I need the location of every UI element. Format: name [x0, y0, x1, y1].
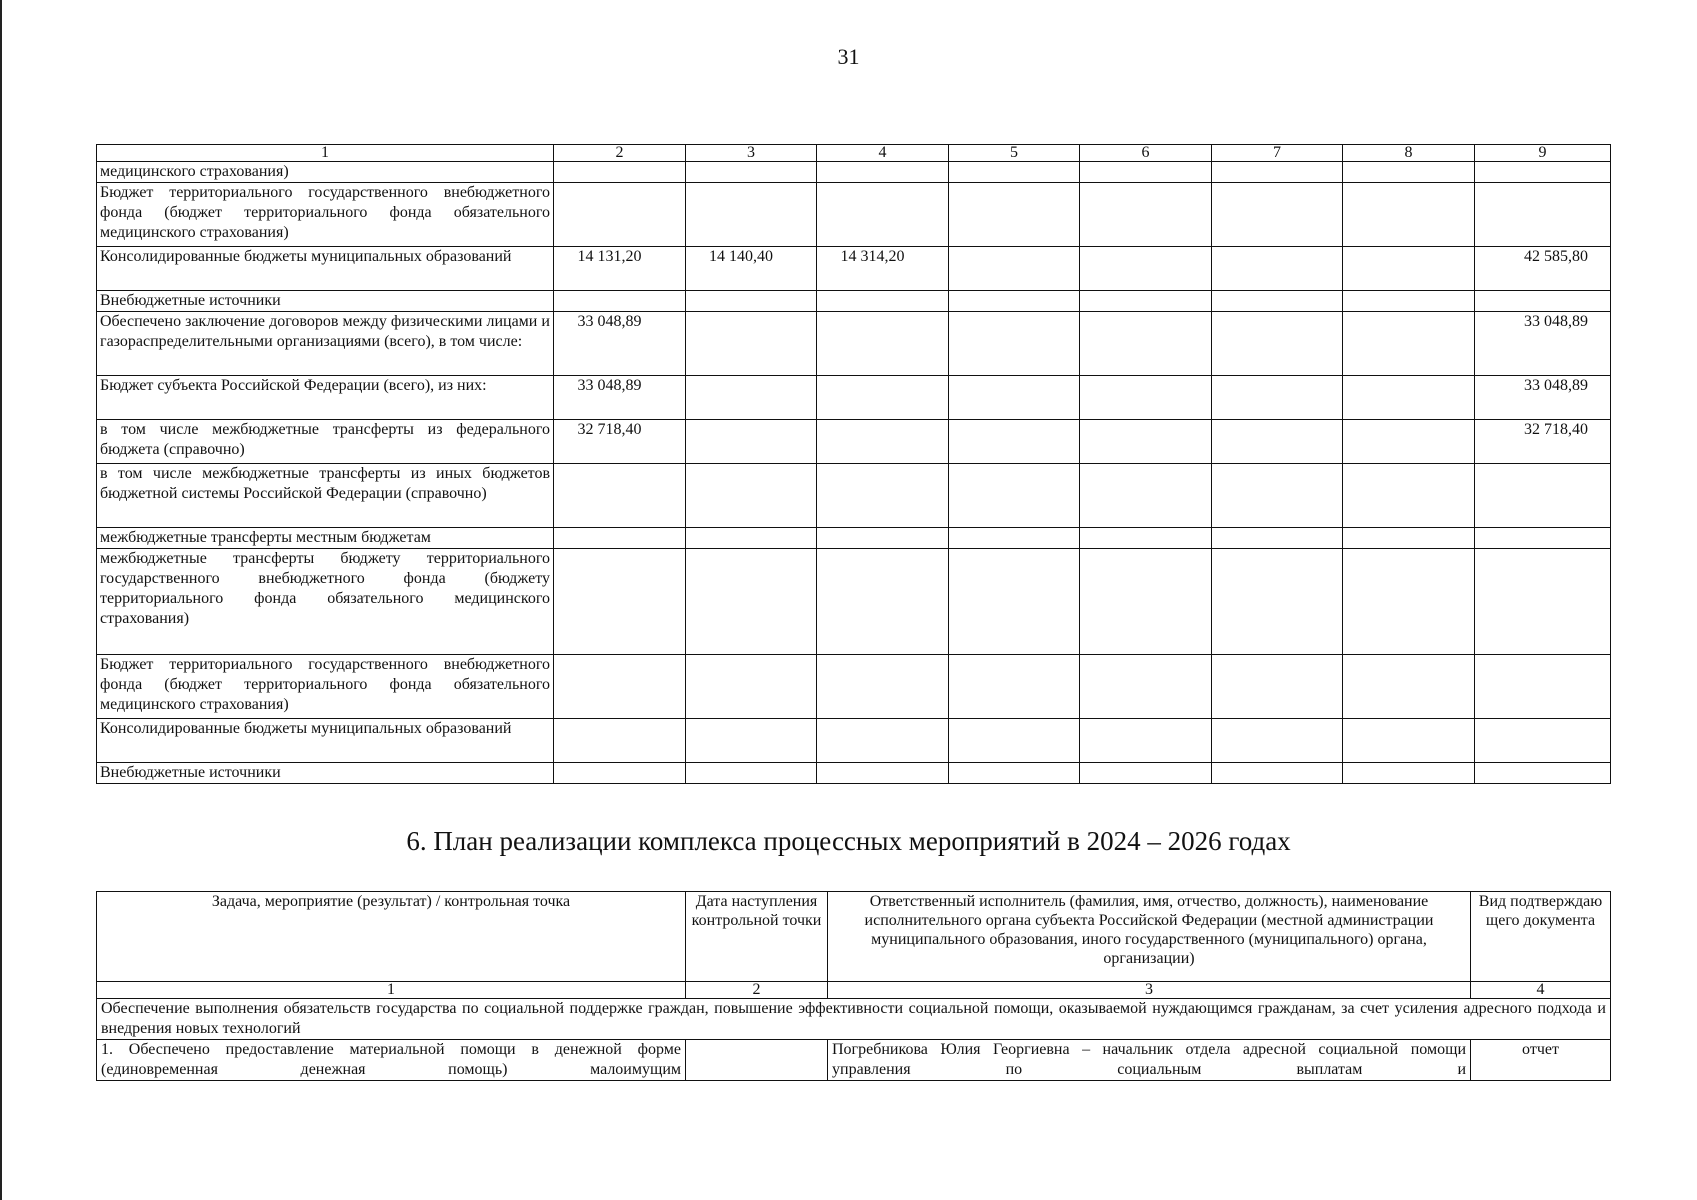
funding-value-cell: [686, 464, 817, 528]
plan-column-numbers-row: [97, 982, 1611, 999]
funding-value-cell: [1080, 183, 1212, 247]
funding-value-cell: [949, 376, 1080, 420]
funding-value-cell: [1080, 420, 1212, 464]
funding-value-cell: [1343, 376, 1475, 420]
funding-row: [97, 376, 1611, 420]
funding-value-cell: [1080, 763, 1212, 784]
plan-task-row: [97, 999, 1611, 1040]
funding-row: [97, 312, 1611, 376]
funding-value-cell: [1080, 376, 1212, 420]
funding-value-cell: [1212, 719, 1343, 763]
funding-col-number: 6: [1080, 145, 1212, 162]
funding-value-cell: [1212, 420, 1343, 464]
funding-value-cell: [1080, 312, 1212, 376]
funding-value-cell: [1343, 183, 1475, 247]
funding-row-label: Внебюджетные источники: [97, 291, 554, 312]
funding-row: [97, 763, 1611, 784]
funding-value-cell: 42 585,80: [1475, 247, 1611, 291]
funding-value-cell: [1343, 464, 1475, 528]
funding-row-label: Обеспечено заключение договоров между физическими лицами и газораспределительными организациями (всего), в том числе:: [97, 312, 554, 376]
funding-value-cell: [1475, 464, 1611, 528]
item-responsible: Погребникова Юлия Георгиевна – начальник отдела адресной социальной помощи управления по социальным выплатам и: [828, 1040, 1471, 1081]
funding-value-cell: [686, 291, 817, 312]
funding-value-cell: [1475, 763, 1611, 784]
funding-value-cell: [817, 464, 949, 528]
funding-value-cell: [554, 291, 686, 312]
item-document: отчет: [1471, 1040, 1611, 1081]
funding-col-number: 4: [817, 145, 949, 162]
funding-value-cell: [1343, 763, 1475, 784]
funding-col-number: 1: [97, 145, 554, 162]
funding-value-cell: [817, 763, 949, 784]
plan-header-row: [97, 892, 1611, 982]
funding-value-cell: [949, 312, 1080, 376]
funding-value-cell: [1080, 464, 1212, 528]
funding-value-cell: [1212, 247, 1343, 291]
funding-value-cell: [949, 420, 1080, 464]
funding-row: [97, 183, 1611, 247]
funding-value-cell: [1080, 655, 1212, 719]
plan-col-number: 1: [97, 982, 686, 999]
funding-value-cell: [949, 464, 1080, 528]
funding-table: [96, 144, 1611, 784]
funding-value-cell: [686, 549, 817, 655]
funding-value-cell: [686, 420, 817, 464]
funding-row: [97, 719, 1611, 763]
funding-value-cell: [686, 528, 817, 549]
funding-value-cell: [1212, 162, 1343, 183]
funding-value-cell: [817, 655, 949, 719]
funding-value-cell: [686, 719, 817, 763]
funding-value-cell: [1475, 183, 1611, 247]
funding-value-cell: [949, 183, 1080, 247]
funding-row: [97, 420, 1611, 464]
funding-value-cell: [949, 247, 1080, 291]
funding-row-label: межбюджетные трансферты бюджету территориального государственного внебюджетного фонда (бюджету территориального фонда обязательного медицинского страхования): [97, 549, 554, 655]
funding-value-cell: [1343, 549, 1475, 655]
header-responsible: Ответственный исполнитель (фамилия, имя, отчество, должность), наименование исполнительного органа субъекта Российской Федерации (местной администрации муниципального образования, иного государственного (муниципального) органа, организации): [828, 892, 1471, 982]
funding-value-cell: [554, 162, 686, 183]
funding-value-cell: [1475, 528, 1611, 549]
funding-value-cell: [1212, 376, 1343, 420]
funding-value-cell: [1343, 247, 1475, 291]
funding-value-cell: [1343, 420, 1475, 464]
funding-value-cell: [554, 464, 686, 528]
funding-column-numbers-row: [97, 145, 1611, 162]
funding-value-cell: [817, 312, 949, 376]
funding-value-cell: 32 718,40: [554, 420, 686, 464]
funding-col-number: 8: [1343, 145, 1475, 162]
funding-value-cell: 14 131,20: [554, 247, 686, 291]
funding-col-number: 3: [686, 145, 817, 162]
funding-value-cell: [554, 528, 686, 549]
funding-value-cell: [1080, 162, 1212, 183]
funding-value-cell: [1475, 549, 1611, 655]
funding-value-cell: [1080, 528, 1212, 549]
page-number: 31: [837, 44, 860, 69]
funding-value-cell: [554, 763, 686, 784]
funding-value-cell: [1212, 291, 1343, 312]
funding-value-cell: [1343, 719, 1475, 763]
funding-row-label: Бюджет субъекта Российской Федерации (всего), из них:: [97, 376, 554, 420]
plan-col-number: 2: [686, 982, 828, 999]
funding-row-label: Консолидированные бюджеты муниципальных образований: [97, 247, 554, 291]
funding-value-cell: [1080, 719, 1212, 763]
funding-value-cell: [1343, 528, 1475, 549]
funding-value-cell: [1212, 464, 1343, 528]
funding-value-cell: [1080, 549, 1212, 655]
funding-value-cell: [817, 420, 949, 464]
funding-row: [97, 549, 1611, 655]
funding-col-number: 7: [1212, 145, 1343, 162]
funding-value-cell: [1212, 183, 1343, 247]
funding-row-label: в том числе межбюджетные трансферты из иных бюджетов бюджетной системы Российской Федерации (справочно): [97, 464, 554, 528]
funding-row: [97, 464, 1611, 528]
funding-value-cell: [686, 655, 817, 719]
funding-row: [97, 528, 1611, 549]
funding-row-label: медицинского страхования): [97, 162, 554, 183]
funding-value-cell: [1475, 162, 1611, 183]
funding-value-cell: 33 048,89: [554, 312, 686, 376]
funding-value-cell: 32 718,40: [1475, 420, 1611, 464]
header-document: Вид подтверждающего документа: [1471, 892, 1611, 982]
funding-value-cell: [1343, 655, 1475, 719]
funding-value-cell: [817, 376, 949, 420]
funding-value-cell: 33 048,89: [1475, 376, 1611, 420]
plan-col-number: 4: [1471, 982, 1611, 999]
funding-row-label: межбюджетные трансферты местным бюджетам: [97, 528, 554, 549]
funding-row: [97, 291, 1611, 312]
funding-value-cell: [949, 291, 1080, 312]
funding-value-cell: [1475, 291, 1611, 312]
funding-value-cell: [1212, 655, 1343, 719]
funding-value-cell: [817, 162, 949, 183]
funding-value-cell: [817, 183, 949, 247]
funding-value-cell: [949, 763, 1080, 784]
funding-value-cell: [1080, 291, 1212, 312]
funding-row: [97, 655, 1611, 719]
funding-value-cell: [817, 291, 949, 312]
funding-value-cell: [1080, 247, 1212, 291]
funding-value-cell: 14 140,40: [686, 247, 817, 291]
funding-row: [97, 247, 1611, 291]
section-title: 6. План реализации комплекса процессных мероприятий в 2024 – 2026 годах: [406, 826, 1291, 856]
funding-value-cell: [554, 719, 686, 763]
funding-row-label: в том числе межбюджетные трансферты из федерального бюджета (справочно): [97, 420, 554, 464]
funding-col-number: 2: [554, 145, 686, 162]
funding-col-number: 9: [1475, 145, 1611, 162]
funding-value-cell: [1343, 162, 1475, 183]
funding-row: [97, 162, 1611, 183]
funding-value-cell: [949, 719, 1080, 763]
funding-row-label: Консолидированные бюджеты муниципальных образований: [97, 719, 554, 763]
funding-value-cell: [686, 376, 817, 420]
funding-value-cell: [1212, 549, 1343, 655]
item-date: [686, 1040, 828, 1081]
funding-value-cell: [686, 312, 817, 376]
funding-value-cell: [1343, 291, 1475, 312]
funding-value-cell: [949, 549, 1080, 655]
funding-value-cell: [949, 528, 1080, 549]
funding-row-label: Внебюджетные источники: [97, 763, 554, 784]
funding-row-label: Бюджет территориального государственного внебюджетного фонда (бюджет территориального фонда обязательного медицинского страхования): [97, 183, 554, 247]
funding-value-cell: [949, 162, 1080, 183]
funding-value-cell: 33 048,89: [1475, 312, 1611, 376]
funding-value-cell: [1475, 655, 1611, 719]
funding-value-cell: [554, 655, 686, 719]
plan-item-row: [97, 1040, 1611, 1081]
funding-value-cell: [686, 183, 817, 247]
funding-value-cell: [817, 719, 949, 763]
funding-value-cell: [1475, 719, 1611, 763]
item-task: 1. Обеспечено предоставление материальной помощи в денежной форме (единовременная денежная помощь) малоимущим: [97, 1040, 686, 1081]
header-task: Задача, мероприятие (результат) / контрольная точка: [97, 892, 686, 982]
funding-value-cell: [1212, 763, 1343, 784]
task-description: Обеспечение выполнения обязательств государства по социальной поддержке граждан, повышение эффективности социальной помощи, оказываемой нуждающимся гражданам, за счет усиления адресного подхода и внедрения новых технологий: [97, 999, 1611, 1040]
plan-col-number: 3: [828, 982, 1471, 999]
scan-edge-line: [0, 0, 2, 1200]
funding-value-cell: [1343, 312, 1475, 376]
funding-value-cell: [1212, 312, 1343, 376]
funding-value-cell: [817, 528, 949, 549]
funding-value-cell: 14 314,20: [817, 247, 949, 291]
funding-value-cell: [686, 162, 817, 183]
funding-value-cell: 33 048,89: [554, 376, 686, 420]
funding-col-number: 5: [949, 145, 1080, 162]
funding-row-label: Бюджет территориального государственного внебюджетного фонда (бюджет территориального фонда обязательного медицинского страхования): [97, 655, 554, 719]
funding-value-cell: [554, 183, 686, 247]
header-date: Дата наступления контрольной точки: [686, 892, 828, 982]
plan-table: [96, 891, 1611, 1081]
funding-value-cell: [817, 549, 949, 655]
funding-value-cell: [1212, 528, 1343, 549]
funding-value-cell: [949, 655, 1080, 719]
funding-value-cell: [686, 763, 817, 784]
funding-value-cell: [554, 549, 686, 655]
